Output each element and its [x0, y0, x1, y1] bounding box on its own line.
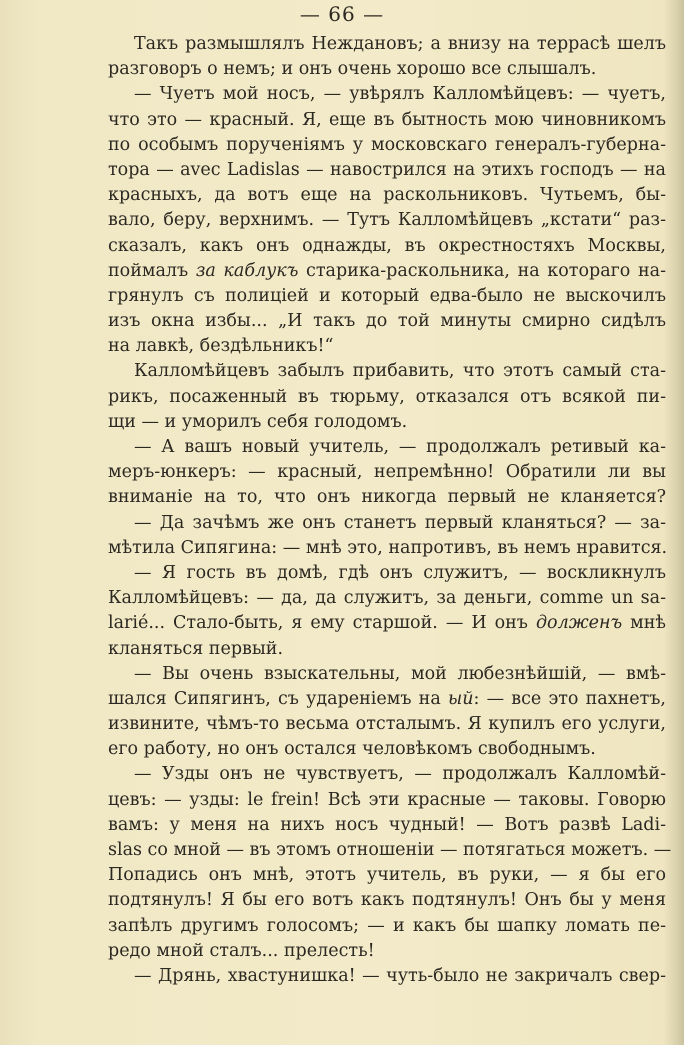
text-line	[108, 435, 666, 460]
text-line	[108, 788, 666, 813]
text-line	[108, 485, 666, 510]
text-line	[108, 637, 666, 662]
text-segment: кланяться первый.	[108, 638, 284, 659]
text-line	[108, 32, 666, 57]
text-line	[108, 57, 666, 82]
text-line	[108, 737, 666, 762]
text-segment: меръ-юнкеръ: — красный, непремѣнно! Обратили ли вы	[108, 462, 666, 483]
text-segment: Калломѣйцевъ забылъ прибавить, что этотъ самый ста-	[134, 361, 666, 382]
text-segment: — Узды онъ не чувствуетъ, — продолжалъ Калломѣй-	[134, 764, 666, 785]
text-line	[108, 511, 666, 536]
text-segment: редо мной сталъ... прелесть!	[108, 940, 375, 961]
text-line	[108, 334, 666, 359]
text-segment: — Чуетъ мой носъ, — увѣрялъ Калломѣйцевъ: — чуетъ,	[134, 84, 666, 105]
text-segment: рикъ, посаженный въ тюрьму, отказался отъ всякой пи-	[108, 386, 666, 407]
text-line	[108, 460, 666, 485]
text-segment: по особымъ порученіямъ у московскаго генералъ-губерна-	[108, 134, 666, 155]
italic-emphasis: долженъ	[535, 613, 623, 634]
text-line	[108, 561, 666, 586]
text-segment: slas со мной — въ этомъ отношеніи — потягаться можетъ. —	[108, 840, 672, 860]
text-segment: подтянулъ! Я бы его вотъ какъ подтянулъ! Онъ бы у меня	[108, 890, 666, 911]
text-line	[108, 964, 666, 989]
text-line	[108, 863, 666, 888]
text-segment: его работу, но онъ остался человѣкомъ свободнымъ.	[108, 739, 596, 760]
text-segment: вало, беру, верхнимъ. — Тутъ Калломѣйцевъ „кстати“ раз-	[108, 210, 666, 231]
text-segment: Такъ размышлялъ Неждановъ; а внизу на террасѣ шелъ	[134, 34, 666, 54]
text-line	[108, 888, 666, 913]
text-segment: цевъ: — узды: le frein! Всѣ эти красные — таковы. Говорю	[108, 789, 666, 810]
text-segment: красныхъ, да вотъ еще на раскольниковъ. Чутьемъ, бы-	[108, 185, 666, 206]
text-segment: мѣтила Сипягина: — мнѣ это, напротивъ, въ немъ нравится.	[108, 537, 668, 558]
text-segment: мнѣ	[622, 613, 666, 634]
text-segment: поймалъ	[108, 260, 196, 281]
text-segment: тора — avec Ladislas — навострился на этихъ господъ — на	[108, 159, 666, 180]
text-segment: щи — и уморилъ себя голодомъ.	[108, 411, 408, 432]
text-segment: : — все это пахнетъ,	[473, 688, 666, 709]
text-segment: — Дрянь, хвастунишка! — чуть-было не закричалъ свер-	[134, 965, 666, 986]
body-text	[108, 32, 672, 989]
text-line	[108, 536, 666, 561]
text-line	[108, 914, 666, 939]
text-segment: larié... Стало-быть, я ему старшой. — И онъ	[108, 613, 536, 634]
text-line	[108, 410, 666, 435]
text-line	[108, 712, 666, 737]
text-line	[108, 158, 666, 183]
text-line	[108, 183, 666, 208]
text-segment: что это — красный. Я, еще въ бытность мою чиновникомъ	[108, 109, 666, 130]
text-segment: — Да зачѣмъ же онъ станетъ первый кланяться? — за-	[134, 512, 666, 533]
text-segment: запѣлъ другимъ голосомъ; — и какъ бы шапку ломать пе-	[108, 915, 666, 936]
text-line	[108, 813, 666, 838]
text-segment: изъ окна избы... „И такъ до той минуты смирно сидѣлъ	[108, 311, 666, 332]
text-segment: вниманіе на то, что онъ никогда первый не кланяется?	[108, 487, 666, 508]
text-line	[108, 939, 666, 964]
text-segment: — Я гость въ домѣ, гдѣ онъ служитъ, — воскликнулъ	[134, 562, 666, 583]
text-line	[108, 838, 672, 863]
text-segment: на лавкѣ, бездѣльникъ!“	[108, 336, 334, 357]
text-segment: старика-раскольника, на котораго на-	[298, 260, 666, 281]
text-line	[108, 108, 666, 133]
text-line	[108, 611, 666, 636]
text-segment: грянулъ съ полиціей и который едва-было не выскочилъ	[108, 285, 666, 306]
text-line	[108, 284, 666, 309]
text-line	[108, 662, 666, 687]
text-line	[108, 133, 666, 158]
page-number: — 66 —	[299, 2, 385, 26]
text-segment: Попадись онъ мнѣ, этотъ учитель, въ руки, — я бы его	[108, 865, 666, 886]
text-line	[108, 309, 666, 334]
text-segment: разговоръ о немъ; и онъ очень хорошо все слышалъ.	[108, 59, 597, 80]
text-segment: — Вы очень взыскательны, мой любезнѣйшій, — вмѣ-	[134, 663, 666, 684]
text-line	[108, 687, 666, 712]
text-line	[108, 234, 666, 259]
text-segment: Калломѣйцевъ: — да, да служитъ, за деньги, comme un sa-	[108, 588, 666, 609]
text-line	[108, 385, 666, 410]
text-segment: — А вашъ новый учитель, — продолжалъ ретивый ка-	[134, 437, 666, 457]
text-line	[108, 82, 666, 107]
text-line	[108, 208, 666, 233]
text-segment: извините, чѣмъ-то весьма отсталымъ. Я купилъ его услуги,	[108, 714, 666, 735]
text-segment: шался Сипягинъ, съ удареніемъ на	[108, 688, 448, 709]
text-segment: вамъ: у меня на нихъ носъ чудный! — Вотъ развѣ Ladi-	[108, 814, 666, 835]
text-line	[108, 359, 666, 384]
text-segment: сказалъ, какъ онъ однажды, въ окрестностяхъ Москвы,	[108, 235, 666, 256]
italic-emphasis: за каблукъ	[195, 260, 299, 281]
text-line	[108, 259, 666, 284]
italic-emphasis: ый	[447, 688, 474, 709]
text-line	[108, 762, 666, 787]
text-line	[108, 586, 666, 611]
